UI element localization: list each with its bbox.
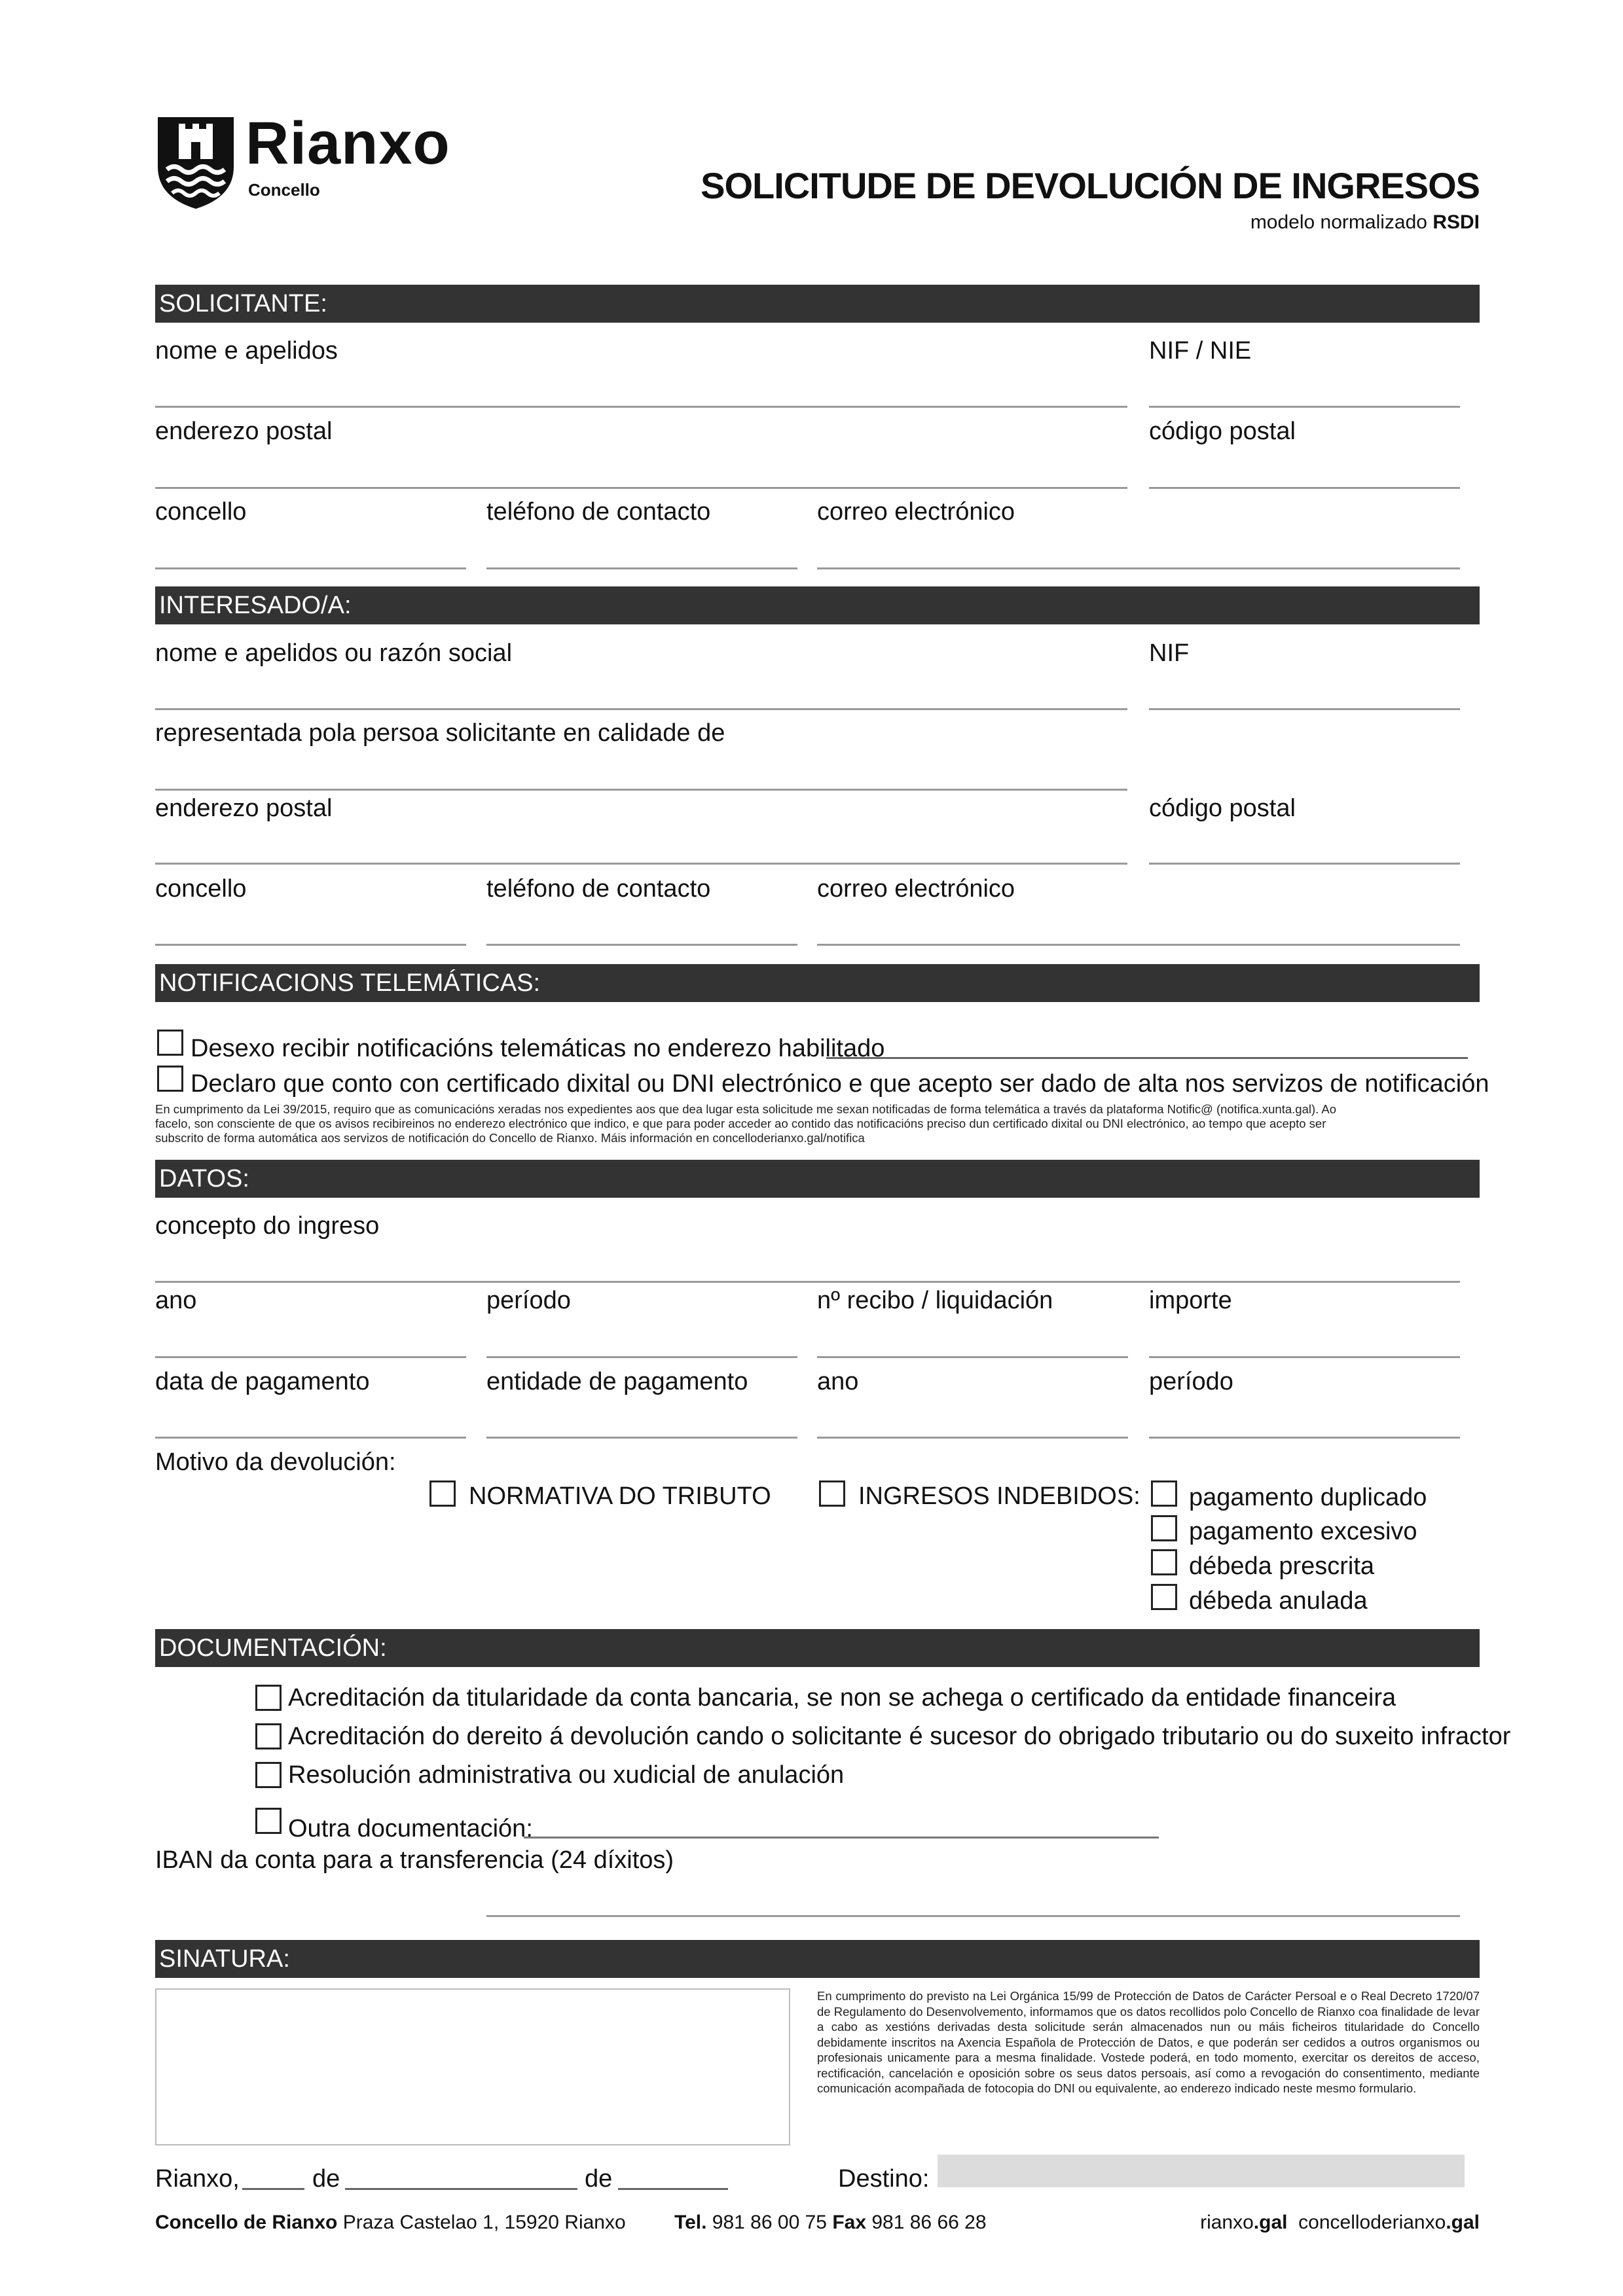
sign-year-field[interactable]: [618, 2188, 728, 2190]
reason-duplicado-checkbox[interactable]: [1151, 1480, 1177, 1507]
reason-excesivo-checkbox[interactable]: [1151, 1515, 1177, 1541]
solicitante-name-field[interactable]: [155, 406, 1127, 408]
year2-field[interactable]: [817, 1437, 1128, 1439]
concept-label: concepto do ingreso: [155, 1212, 380, 1240]
footer-phones: [674, 2211, 987, 2234]
reason-anulada-checkbox[interactable]: [1151, 1584, 1177, 1610]
year2-label: ano: [817, 1368, 859, 1395]
iban-field[interactable]: [486, 1915, 1460, 1917]
period-label: período: [486, 1287, 571, 1314]
interesado-postcode-field[interactable]: [1149, 863, 1460, 865]
doc-titularidade-label: Acreditación da titularidade da conta bancaria, se non se achega o certificado da entidade financeira: [288, 1684, 1396, 1712]
interesado-phone-label: teléfono de contacto: [486, 875, 711, 903]
reason-excesivo-label: pagamento excesivo: [1189, 1518, 1417, 1545]
sign-de2: de: [585, 2165, 613, 2193]
footer-web-suffix: .gal: [1253, 2212, 1288, 2233]
footer-address: [155, 2211, 626, 2234]
footer-web-prefix: rianxo: [1200, 2212, 1254, 2233]
interesado-council-field[interactable]: [155, 944, 466, 946]
iban-label: IBAN da conta para a transferencia (24 díxitos): [155, 1846, 674, 1874]
doc-titularidade-checkbox[interactable]: [255, 1685, 282, 1711]
period2-label: período: [1149, 1368, 1233, 1395]
payment-date-label: data de pagamento: [155, 1368, 370, 1395]
sign-place: Rianxo,: [155, 2165, 240, 2193]
normativa-checkbox[interactable]: [429, 1480, 456, 1507]
interesado-represented-label: representada pola persoa solicitante en calidade de: [155, 719, 725, 747]
digital-certificate-checkbox[interactable]: [157, 1066, 183, 1092]
brand-subtitle: Concello: [248, 180, 320, 200]
footer-web2-link[interactable]: [1298, 2212, 1480, 2233]
interesado-council-label: concello: [155, 875, 247, 903]
model-code: RSDI: [1432, 211, 1480, 233]
reason-prescrita-checkbox[interactable]: [1151, 1549, 1177, 1575]
solicitante-name-label: nome e apelidos: [155, 337, 338, 365]
brand-name: Rianxo: [246, 110, 450, 177]
interesado-email-label: correo electrónico: [817, 875, 1015, 903]
receipt-field[interactable]: [817, 1356, 1128, 1358]
notify-telematic-label: Desexo recibir notificacións telemáticas no enderezo habilitado: [191, 1035, 885, 1062]
footer-org: Concello de Rianxo: [155, 2212, 338, 2233]
amount-label: importe: [1149, 1287, 1232, 1314]
section-notificacions-header: NOTIFICACIONS TELEMÁTICAS:: [155, 964, 1480, 1002]
year-label: ano: [155, 1287, 197, 1314]
notify-legal-line1: En cumprimento da Lei 39/2015, requiro que as comunicacións xeradas nos expedientes aos que dea lugar esta solicitude me sexan notificadas de forma telemática a través da plataforma Notific@ (notifica.xunta.gal). Ao: [155, 1102, 1337, 1116]
payment-entity-field[interactable]: [486, 1437, 797, 1439]
footer-tel-label: Tel.: [674, 2212, 707, 2233]
solicitante-email-field[interactable]: [817, 567, 1460, 569]
payment-date-field[interactable]: [155, 1437, 466, 1439]
reason-anulada-label: débeda anulada: [1189, 1587, 1368, 1615]
section-solicitante-header: SOLICITANTE:: [155, 285, 1480, 323]
payment-entity-label: entidade de pagamento: [486, 1368, 748, 1395]
doc-outra-label: Outra documentación:: [288, 1815, 533, 1842]
model-reference: [1250, 211, 1480, 234]
solicitante-nif-field[interactable]: [1149, 406, 1460, 408]
amount-field[interactable]: [1149, 1356, 1460, 1358]
interesado-address-label: enderezo postal: [155, 795, 333, 822]
section-sinatura-header: SINATURA:: [155, 1940, 1480, 1978]
footer-web-link[interactable]: [1200, 2212, 1287, 2233]
indebidos-label: INGRESOS INDEBIDOS:: [858, 1482, 1140, 1510]
interesado-nif-label: NIF: [1149, 639, 1190, 667]
interesado-phone-field[interactable]: [486, 944, 797, 946]
solicitante-email-label: correo electrónico: [817, 498, 1015, 526]
footer-fax: 981 86 66 28: [871, 2212, 987, 2233]
doc-outra-field[interactable]: [524, 1837, 1159, 1839]
footer-street: Praza Castelao 1, 15920 Rianxo: [342, 2212, 626, 2233]
castle-shield-icon: [155, 115, 236, 210]
logo: [155, 110, 509, 213]
interesado-email-field[interactable]: [817, 944, 1460, 946]
privacy-notice: En cumprimento do previsto na Lei Orgánica 15/99 de Protección de Datos de Carácter Persoal e o Real Decreto 1720/07 de Regulamento do Desenvolvemento, informamos que os datos recollidos polo Concello de Rianxo coa finalidade de levar a cabo as xestións derivadas desta solicitude serán almacenados nun ou máis ficheiros titularidade do Concello debidamente inscritos na Axencia Española de Protección de Datos, e que poderán ser cedidos a outros organismos ou profesionais unicamente para a mesma finalidade. Vostede poderá, en todo momento, exercitar os dereitos de acceso, rectificación, cancelación e oposición sobre os seus datos persoais, así como a revogación do consentimento, mediante comunicación acompañada de fotocopia do DNI ou equivalente, ao enderezo indicado neste mesmo formulario.: [817, 1989, 1480, 2095]
motivo-label: Motivo da devolución:: [155, 1448, 396, 1476]
reason-duplicado-label: pagamento duplicado: [1189, 1484, 1427, 1511]
model-prefix: modelo normalizado: [1250, 211, 1427, 233]
signature-box[interactable]: [155, 1988, 790, 2145]
normativa-label: NORMATIVA DO TRIBUTO: [469, 1482, 771, 1510]
indebidos-checkbox[interactable]: [819, 1480, 845, 1507]
solicitante-council-field[interactable]: [155, 567, 466, 569]
solicitante-postcode-field[interactable]: [1149, 487, 1460, 489]
notify-telematic-checkbox[interactable]: [157, 1030, 183, 1056]
notify-legal-line3: subscrito de forma automática aos servizos de notificación do Concello de Rianxo. Máis información en concelloderianxo.gal/notifica: [155, 1131, 865, 1145]
section-documentacion-header: DOCUMENTACIÓN:: [155, 1629, 1480, 1667]
doc-outra-checkbox[interactable]: [255, 1808, 282, 1834]
interesado-name-label: nome e apelidos ou razón social: [155, 639, 513, 667]
footer-web2-prefix: concelloderianxo: [1298, 2212, 1446, 2233]
interesado-address-field[interactable]: [155, 863, 1127, 865]
year-field[interactable]: [155, 1356, 466, 1358]
doc-dereito-checkbox[interactable]: [255, 1723, 282, 1749]
sign-day-field[interactable]: [242, 2188, 304, 2190]
interesado-name-field[interactable]: [155, 708, 1127, 710]
solicitante-phone-label: teléfono de contacto: [486, 498, 711, 526]
page-title: SOLICITUDE DE DEVOLUCIÓN DE INGRESOS: [701, 165, 1480, 206]
footer-web2-suffix: .gal: [1446, 2212, 1480, 2233]
notify-address-field[interactable]: [826, 1057, 1468, 1059]
solicitante-address-label: enderezo postal: [155, 418, 333, 445]
section-datos-header: DATOS:: [155, 1160, 1480, 1198]
footer-web: [1200, 2211, 1480, 2234]
destino-label: Destino:: [838, 2165, 930, 2193]
doc-dereito-label: Acreditación do dereito á devolución cando o solicitante é sucesor do obrigado tributario ou do suxeito infractor: [288, 1723, 1511, 1750]
sign-de1: de: [312, 2165, 340, 2193]
destino-field[interactable]: [938, 2155, 1465, 2187]
footer-tel: 981 86 00 75: [712, 2212, 827, 2233]
section-interesado-header: INTERESADO/A:: [155, 586, 1480, 624]
digital-certificate-label: Declaro que conto con certificado dixital ou DNI electrónico e que acepto ser dado de alta nos servizos de notificación: [191, 1070, 1489, 1098]
period-field[interactable]: [486, 1356, 797, 1358]
concept-field[interactable]: [155, 1281, 1460, 1283]
footer-fax-label: Fax: [832, 2212, 867, 2233]
period2-field[interactable]: [1149, 1437, 1460, 1439]
receipt-label: nº recibo / liquidación: [817, 1287, 1053, 1314]
solicitante-nif-label: NIF / NIE: [1149, 337, 1252, 365]
doc-resolucion-checkbox[interactable]: [255, 1762, 282, 1788]
solicitante-phone-field[interactable]: [486, 567, 797, 569]
interesado-represented-field[interactable]: [155, 789, 1127, 791]
solicitante-postcode-label: código postal: [1149, 418, 1296, 445]
doc-resolucion-label: Resolución administrativa ou xudicial de anulación: [288, 1761, 845, 1789]
interesado-nif-field[interactable]: [1149, 708, 1460, 710]
solicitante-address-field[interactable]: [155, 487, 1127, 489]
reason-prescrita-label: débeda prescrita: [1189, 1552, 1375, 1580]
sign-month-field[interactable]: [345, 2188, 577, 2190]
solicitante-council-label: concello: [155, 498, 247, 526]
notify-legal-line2: facelo, son consciente de que os avisos recibireinos no enderezo electrónico que indico, e que para poder acceder ao contido das notificacións preciso dun certificado dixital ou DNI electrónico, ao tempo que acepto ser: [155, 1117, 1326, 1130]
interesado-postcode-label: código postal: [1149, 795, 1296, 822]
